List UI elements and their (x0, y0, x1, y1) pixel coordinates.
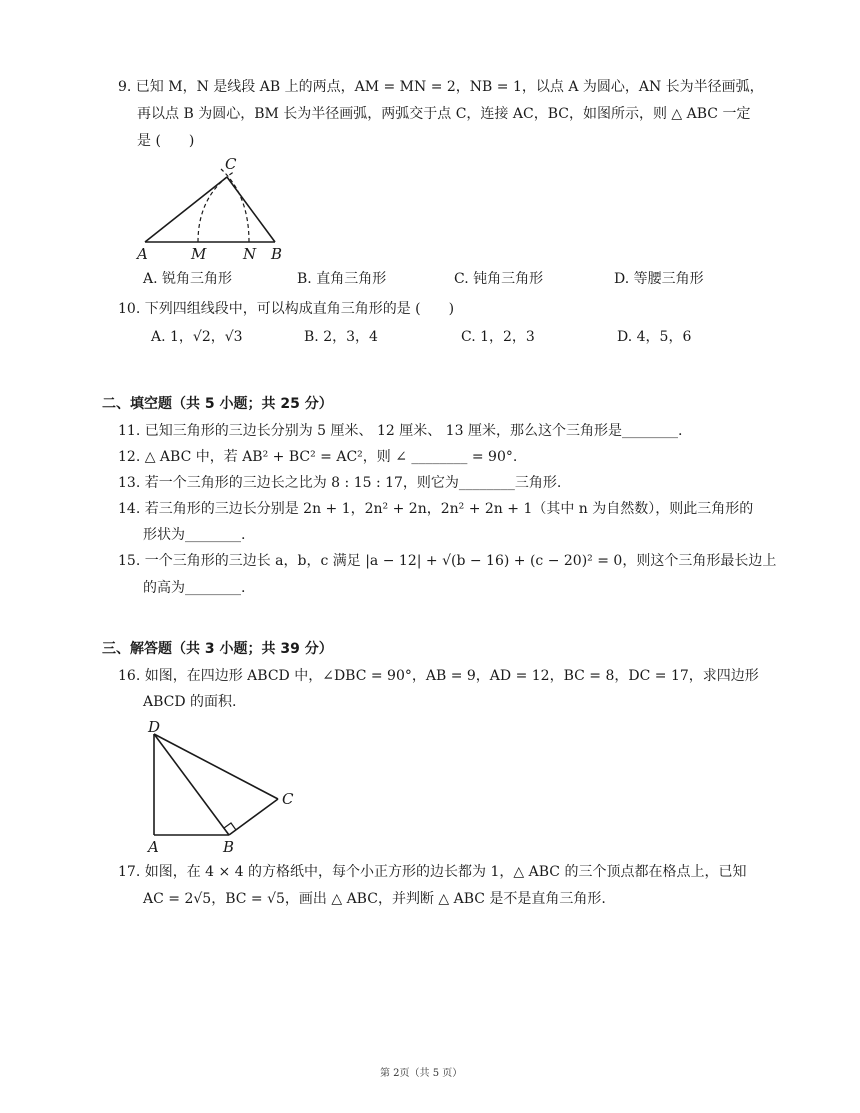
q9-line3: 是 ( ) (137, 133, 195, 149)
label-d: D (148, 718, 161, 736)
q17-line2: AC = 2√5，BC = √5，画出 △ ABC，并判断 △ ABC 是不是直角三角形. (143, 891, 606, 907)
q9-option-b: B. 直角三角形 (297, 271, 387, 287)
q15-line2: 的高为________. (143, 580, 246, 596)
segment-bc (227, 177, 275, 242)
q17-line1: 17. 如图，在 4 × 4 的方格纸中，每个小正方形的边长都为 1，△ ABC 的三个顶点都在格点上，已知 (118, 864, 747, 880)
q10-option-c: C. 1，2，3 (461, 329, 535, 345)
q10-line1: 10. 下列四组线段中，可以构成直角三角形的是 ( ) (118, 301, 455, 317)
label-n: N (243, 245, 257, 263)
q14-line1: 14. 若三角形的三边长分别是 2n + 1，2n² + 2n，2n² + 2n + 1（其中 n 为自然数），则此三角形的 (118, 501, 754, 517)
label-c: C (282, 790, 294, 808)
label-b: B (223, 838, 235, 856)
q9-option-a: A. 锐角三角形 (143, 271, 233, 287)
label-c: C (225, 155, 237, 173)
section3-title: 三、解答题（共 3 小题；共 39 分） (102, 641, 333, 657)
q11-text: 11. 已知三角形的三边长分别为 5 厘米、 12 厘米、 13 厘米，那么这个三角形是________. (118, 423, 683, 439)
q13-text: 13. 若一个三角形的三边长之比为 8 : 15 : 17，则它为________三角形. (118, 475, 562, 491)
label-b: B (271, 245, 283, 263)
q16-line1: 16. 如图，在四边形 ABCD 中，∠DBC = 90°，AB = 9，AD = 12，BC = 8，DC = 17，求四边形 (118, 668, 759, 684)
q10-option-a: A. 1，√2，√3 (151, 329, 243, 345)
label-a: A (148, 838, 159, 856)
q10-option-d: D. 4，5，6 (617, 329, 692, 345)
q9-option-d: D. 等腰三角形 (614, 271, 704, 287)
segment-dc (154, 734, 278, 799)
q16-figure (140, 718, 310, 858)
q9-line2: 再以点 B 为圆心，BM 长为半径画弧，两弧交于点 C，连接 AC，BC，如图所示，则 △ ABC 一定 (137, 106, 751, 122)
q10-option-b: B. 2，3，4 (304, 329, 378, 345)
q16-line2: ABCD 的面积. (143, 694, 237, 710)
q9-figure (135, 155, 295, 263)
right-angle-mark (224, 823, 236, 830)
q9-option-c: C. 钝角三角形 (454, 271, 544, 287)
q12-text: 12. △ ABC 中，若 AB² + BC² = AC²，则 ∠ ________ = 90°. (118, 449, 518, 465)
label-a: A (137, 245, 148, 263)
q9-line1: 9. 已知 M，N 是线段 AB 上的两点，AM = MN = 2，NB = 1，以点 A 为圆心，AN 长为半径画弧， (118, 79, 764, 95)
q14-line2: 形状为________. (143, 527, 246, 543)
arc-from-a (221, 169, 249, 242)
section2-title: 二、填空题（共 5 小题；共 25 分） (102, 396, 333, 412)
q15-line1: 15. 一个三角形的三边长 a，b，c 满足 |a − 12| + √(b − 16) + (c − 20)² = 0，则这个三角形最长边上 (118, 553, 777, 569)
page-footer: 第 2页（共 5 页） (380, 1068, 463, 1079)
label-m: M (191, 245, 207, 263)
segment-db (154, 734, 229, 835)
segment-ac (145, 177, 227, 242)
